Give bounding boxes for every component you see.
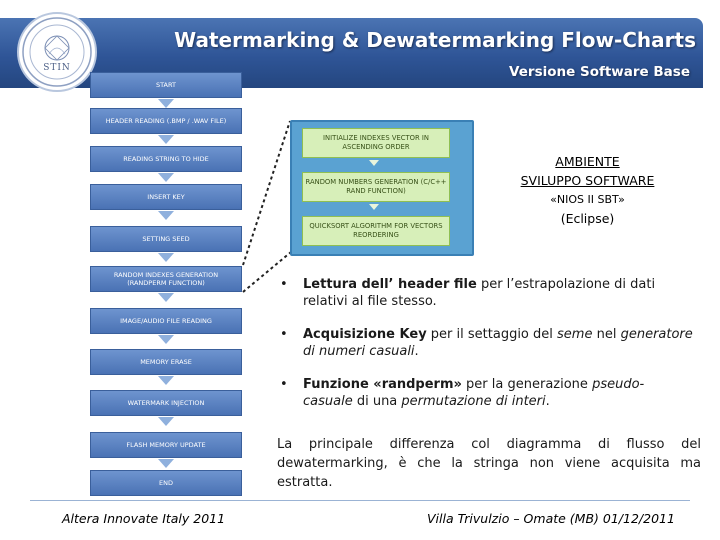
flow-node-end: END	[90, 470, 242, 496]
flow-node-random-indexes: RANDOM INDEXES GENERATION (RANDPERM FUNCTION)	[90, 266, 242, 292]
footer-location-date: Villa Trivulzio – Omate (MB) 01/12/2011	[427, 511, 675, 526]
logo-text: STIN	[43, 63, 71, 73]
flow-node-watermark-injection: WATERMARK INJECTION	[90, 390, 242, 416]
environment-line-3: «NIOS II SBT»	[550, 193, 625, 206]
zoom-arrow	[369, 204, 379, 210]
flow-node-flash-update: FLASH MEMORY UPDATE	[90, 432, 242, 458]
bullet-dot-icon: •	[280, 277, 288, 292]
environment-line-1: AMBIENTE	[555, 154, 620, 169]
environment-line-4: (Eclipse)	[560, 211, 615, 226]
bullet-1-text: per l’estrapolazione di dati relativi al file stesso.	[303, 277, 656, 309]
flow-node-start: START	[90, 72, 242, 98]
flow-node-file-reading: IMAGE/AUDIO FILE READING	[90, 308, 242, 334]
bullet-3-italic-2: permutazione di interi	[401, 394, 546, 409]
bullet-3-end: .	[545, 394, 550, 409]
page-title: Watermarking & Dewatermarking Flow-Charts	[174, 28, 696, 52]
bullet-2-bold: Acquisizione Key	[303, 327, 427, 342]
randperm-detail-box	[290, 120, 474, 256]
zoom-line-top	[243, 121, 290, 265]
bullet-dot-icon: •	[280, 327, 288, 342]
bullet-2-text-2: nel	[592, 327, 621, 342]
bullet-3-text-2: di una	[352, 394, 402, 409]
bullet-3-text: per la generazione	[461, 377, 593, 392]
bullet-2-italic-1: seme	[557, 327, 593, 342]
bullet-dot-icon: •	[280, 377, 288, 392]
footer-event: Altera Innovate Italy 2011	[62, 511, 226, 526]
environment-label	[495, 152, 680, 228]
footer-divider	[30, 500, 690, 501]
flow-node-insert-key: INSERT KEY	[90, 184, 242, 210]
flow-node-setting-seed: SETTING SEED	[90, 226, 242, 252]
page-subtitle: Versione Software Base	[509, 64, 690, 80]
bullet-2-text: per il settaggio del	[426, 327, 558, 342]
flow-node-reading-string: READING STRING TO HIDE	[90, 146, 242, 172]
bullet-2-end: .	[414, 344, 419, 359]
summary-paragraph: La principale differenza col diagramma di flusso del dewatermarking, è che la stringa non viene acquisita ma estratta.	[277, 437, 701, 490]
bullet-3-bold: Funzione «randperm»	[303, 377, 462, 392]
environment-line-2: SVILUPPO SOFTWARE	[520, 173, 655, 188]
zoom-node-quicksort: QUICKSORT ALGORITHM FOR VECTORS REORDERING	[302, 216, 450, 246]
flow-node-header-reading: HEADER READING (.BMP / .WAV FILE)	[90, 108, 242, 134]
bullet-3-italic-1: pseudo-casuale	[303, 377, 645, 409]
bullet-2-italic-2: generatore di numeri casuali	[303, 327, 693, 359]
zoom-node-random-generation: RANDOM NUMBERS GENERATION (C/C++ RAND FUNCTION)	[302, 172, 450, 202]
bullet-1-bold: Lettura dell’ header file	[303, 277, 477, 292]
zoom-node-initialize: INITIALIZE INDEXES VECTOR IN ASCENDING ORDER	[302, 128, 450, 158]
zoom-arrow	[369, 160, 379, 166]
flow-node-memory-erase: MEMORY ERASE	[90, 349, 242, 375]
